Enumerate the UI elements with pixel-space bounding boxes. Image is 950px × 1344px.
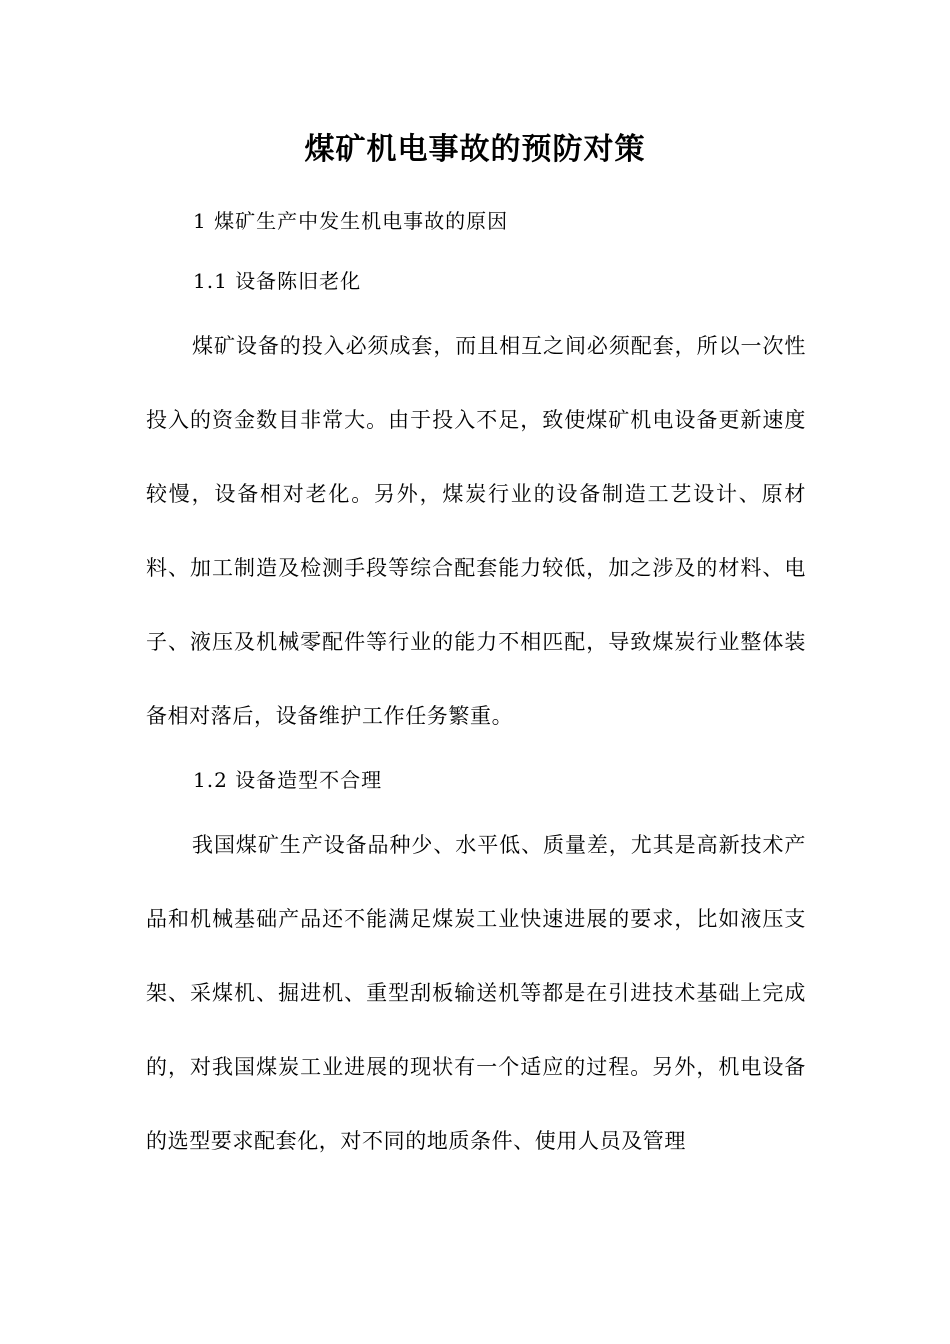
document-title: 煤矿机电事故的预防对策 [304,132,646,167]
section-heading-1-1: 1.1 设备陈旧老化 [193,269,362,293]
paragraph-equipment-aging: 煤矿设备的投入必须成套，而且相互之间必须配套，所以一次性投入的资金数目非常大。由于投入不足，致使煤矿机电设备更新速度较慢，设备相对老化。另外，煤炭行业的设备制造工艺设计、原材料、加工制造及检测手段等综合配套能力较低，加之涉及的材料、电子、液压及机械零配件等行业的能力不相匹配，导致煤炭行业整体装备相对落后，设备维护工作任务繁重。 [146,334,806,728]
section-heading-1-2: 1.2 设备造型不合理 [193,768,383,792]
section-heading-1: 1 煤矿生产中发生机电事故的原因 [193,209,509,233]
paragraph-equipment-selection: 我国煤矿生产设备品种少、水平低、质量差，尤其是高新技术产品和机械基础产品还不能满足煤炭工业快速进展的要求，比如液压支架、采煤机、掘进机、重型刮板输送机等都是在引进技术基础上完成的，对我国煤炭工业进展的现状有一个适应的过程。另外，机电设备的选型要求配套化，对不同的地质条件、使用人员及管理 [146,833,806,1153]
